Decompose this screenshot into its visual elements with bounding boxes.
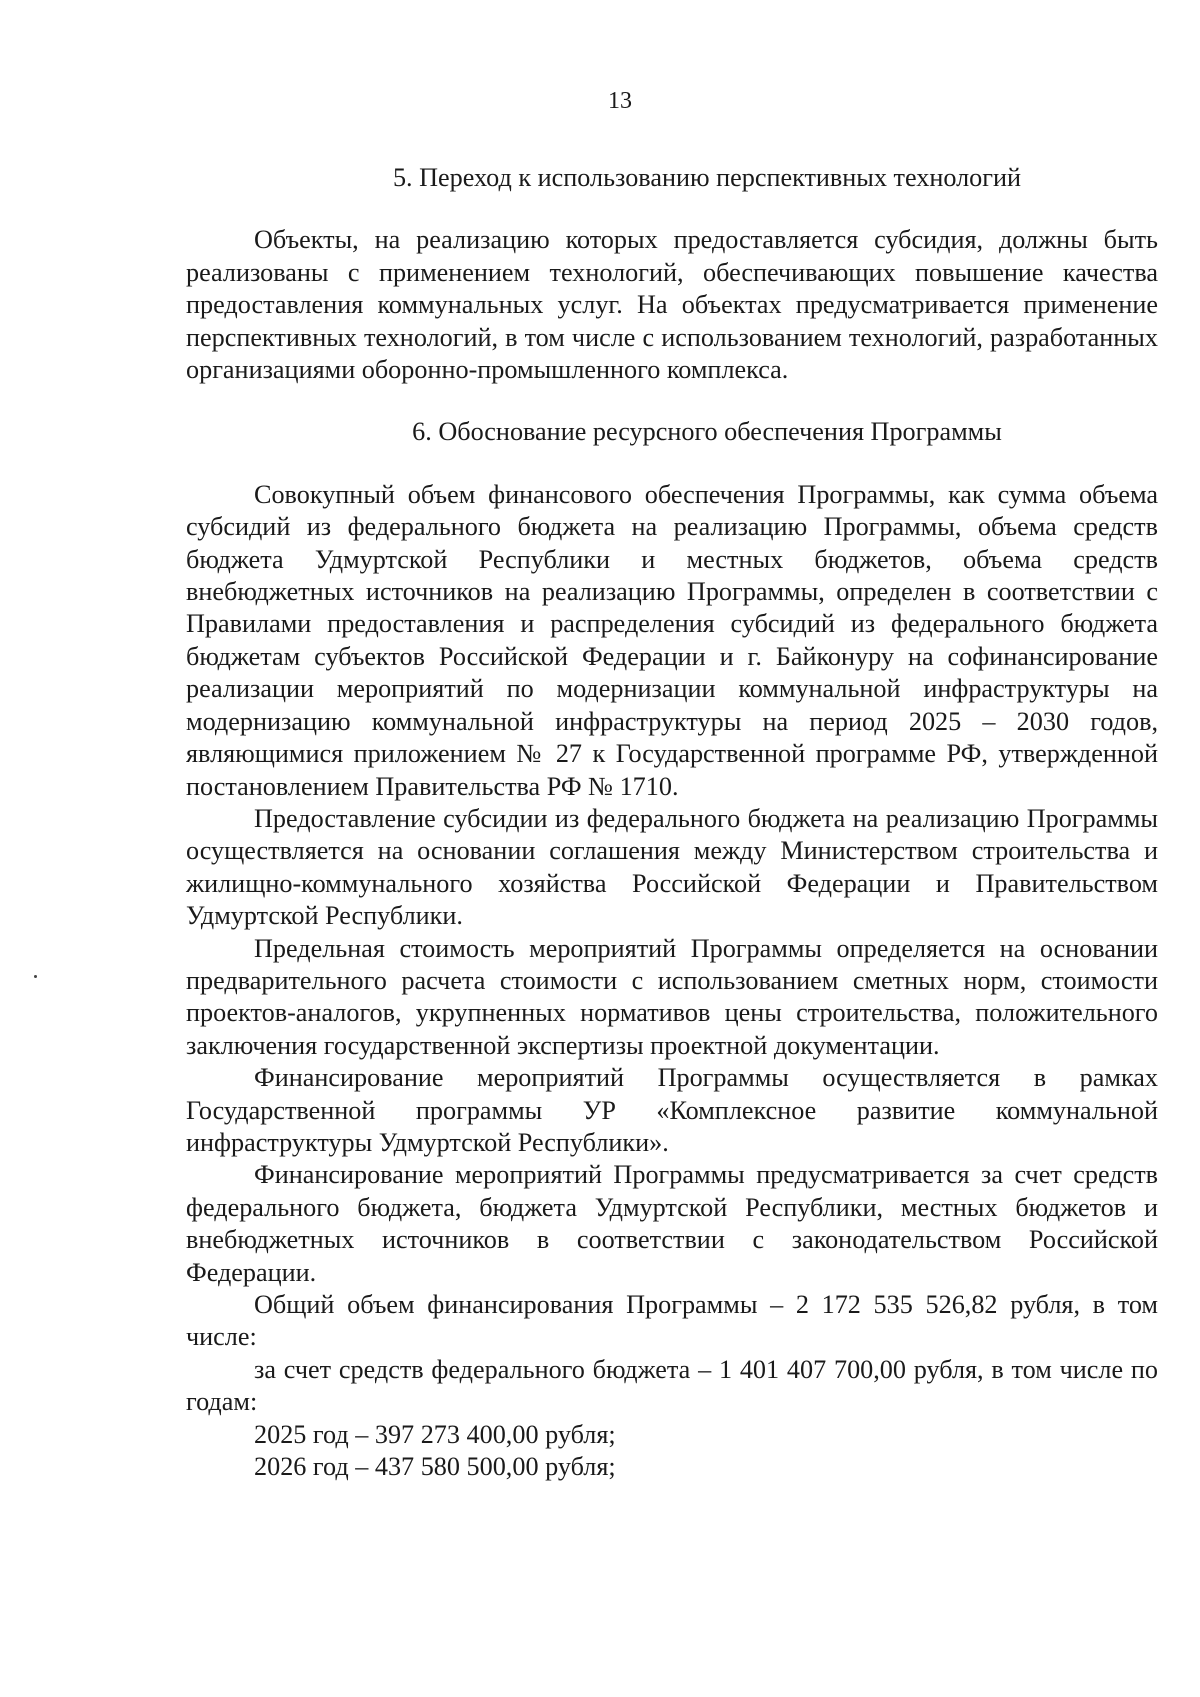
section-6-paragraph-2: Предоставление субсидии из федерального бюджета на реализацию Программы осуществляется на основании соглашения между Министерством строительства и жилищно-коммунального хозяйства Российской Федерации и Правительством Удмуртской Республики.	[186, 803, 1158, 931]
section-5-heading: 5. Переход к использованию перспективных технологий	[392, 163, 1022, 192]
section-6-paragraph-7: за счет средств федерального бюджета – 1 401 407 700,00 рубля, в том числе по годам:	[186, 1354, 1158, 1417]
page-number: 13	[608, 88, 632, 114]
section-6-paragraph-4: Финансирование мероприятий Программы осуществляется в рамках Государственной программы УР «Комплексное развитие коммунальной инфраструктуры Удмуртской Республики».	[186, 1063, 1158, 1157]
scan-speck	[34, 975, 37, 978]
page-content	[186, 162, 1158, 1483]
section-6-paragraph-1: Совокупный объем финансового обеспечения Программы, как сумма объема субсидий из федерального бюджета на реализацию Программы, объема средств бюджета Удмуртской Республики и местных бюджетов, объема средств внебюджетных источников на реализацию Программы, определен в соответствии с Правилами предоставления и распределения субсидий из федерального бюджета бюджетам субъектов Российской Федерации и г. Байконуру на софинансирование реализации мероприятий по модернизации коммунальной инфраструктуры на модернизацию коммунальной инфраструктуры на период 2025 – 2030 годов, являющимися приложением № 27 к Государственной программе РФ, утвержденной постановлением Правительства РФ № 1710.	[186, 479, 1158, 801]
section-6-paragraph-5: Финансирование мероприятий Программы предусматривается за счет средств федерального бюджета, бюджета Удмуртской Республики, местных бюджетов и внебюджетных источников в соответствии с законодательством Российской Федерации.	[186, 1160, 1158, 1287]
section-5-paragraph-1: Объекты, на реализацию которых предоставляется субсидия, должны быть реализованы с применением технологий, обеспечивающих повышение качества предоставления коммунальных услуг. На объектах предусматривается применение перспективных технологий, в том числе с использованием технологий, разработанных организациями оборонно-промышленного комплекса.	[186, 225, 1158, 385]
section-6-paragraph-6: Общий объем финансирования Программы – 2 172 535 526,82 рубля, в том числе:	[186, 1290, 1158, 1352]
funding-year-line: 2026 год – 437 580 500,00 рубля;	[254, 1452, 616, 1482]
section-6-paragraph-3: Предельная стоимость мероприятий Программы определяется на основании предварительного расчета стоимости с использованием сметных норм, стоимости проектов-аналогов, укрупненных нормативов цены строительства, положительного заключения государственной экспертизы проектной документации.	[186, 933, 1158, 1060]
funding-year-line: 2025 год – 397 273 400,00 рубля;	[254, 1419, 616, 1449]
section-6-heading: 6. Обоснование ресурсного обеспечения Программы	[412, 417, 1002, 447]
